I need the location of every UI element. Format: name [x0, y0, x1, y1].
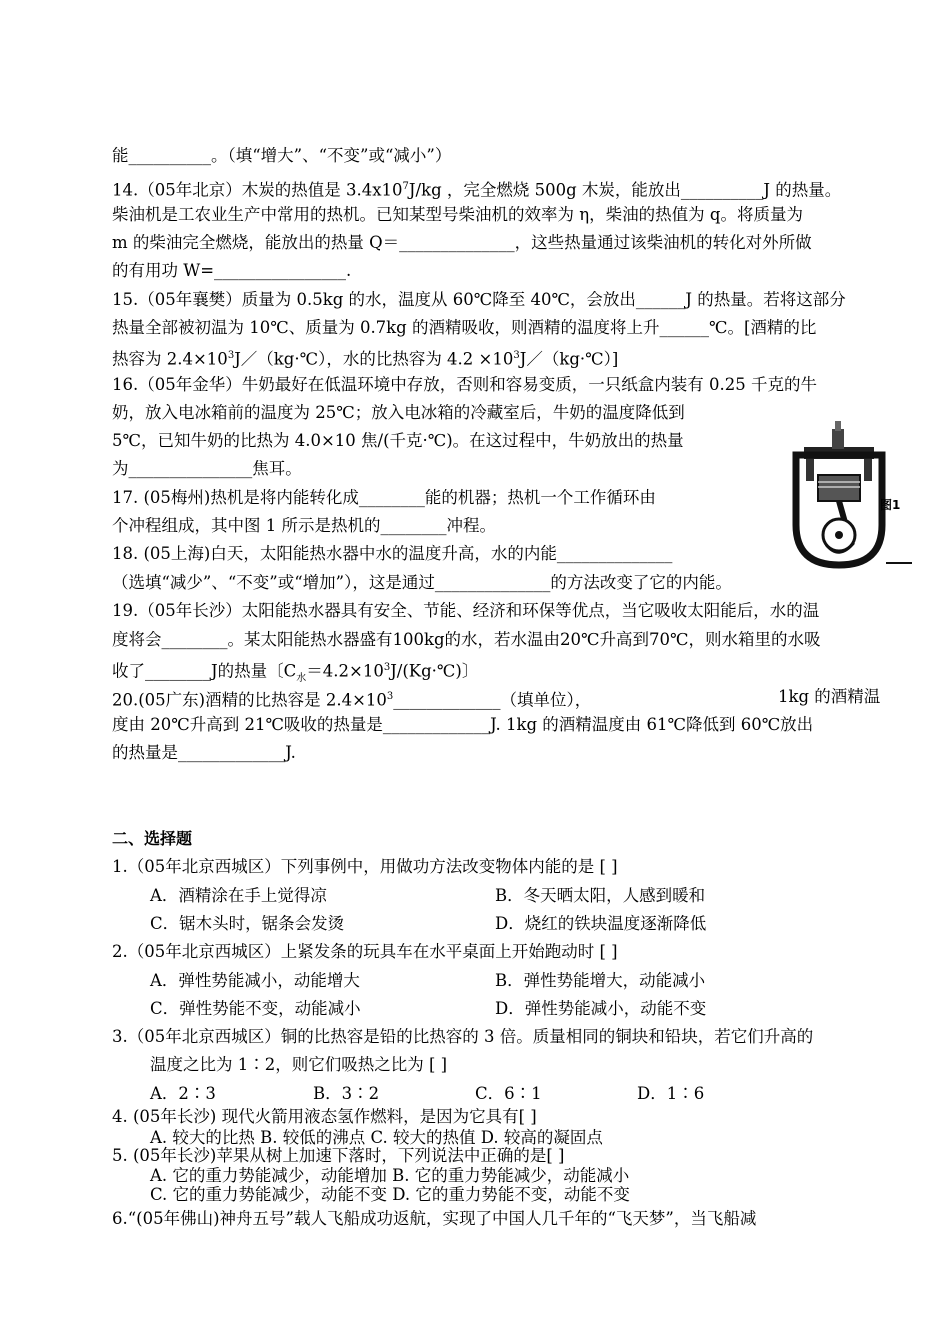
mc-question-2: 2.（05年北京西城区）上紧发条的玩具车在水平桌面上开始跑动时 [ ]: [112, 942, 618, 961]
mc-option-1b: B．冬天晒太阳，人感到暖和: [495, 886, 706, 905]
question-16-line-4: 为_______________焦耳。: [112, 459, 302, 478]
mc-option-3a: A．2∶3: [150, 1084, 216, 1103]
question-14-line-3: m 的柴油完全燃烧，能放出的热量 Q＝______________，这些热量通过该柴油机的转化对外所做: [112, 233, 812, 252]
subscript: 水: [296, 672, 307, 684]
superscript: 3: [513, 350, 520, 361]
question-20-line-3: 的热量是_____________J.: [112, 743, 296, 762]
mc-option-1d: D．烧红的铁块温度逐渐降低: [495, 914, 707, 933]
question-line: 能__________。（填“增大”、“不变”或“减小”）: [112, 146, 452, 165]
engine-diagram-figure: [782, 415, 912, 570]
superscript: 3: [383, 662, 391, 673]
question-18-line-2: （选填“减少”、“不变”或“增加”），这是通过______________的方法改变了它的内能。: [112, 573, 732, 592]
question-15-line-3: [112, 346, 618, 370]
question-16-line-3: 5℃，已知牛奶的比热为 4.0×10 焦/(千克·℃)。在这过程中，牛奶放出的热量: [112, 431, 684, 450]
question-17-line-2: 个冲程组成，其中图 1 所示是热机的________冲程。: [112, 516, 496, 535]
question-18-line-1: 18. (05上海)白天，太阳能热水器中水的温度升高，水的内能______________: [112, 544, 673, 563]
superscript: 7: [402, 181, 409, 192]
question-19-line-1: 19.（05年长沙）太阳能热水器具有安全、节能、经济和环保等优点，当它吸收太阳能后，水的温: [112, 601, 820, 620]
question-14-line-4: 的有用功 W=________________.: [112, 261, 352, 280]
mc-question-6: 6.“(05年佛山)神舟五号”载人飞船成功返航，实现了中国人几千年的“飞天梦”，当飞船减: [112, 1209, 757, 1228]
question-19-line-2: 度将会________。某太阳能热水器盛有100kg的水，若水温由20℃升高到70℃，则水箱里的水吸: [112, 630, 821, 649]
mc-option-3d: D．1∶6: [637, 1084, 705, 1103]
mc-question-3-line-2: 温度之比为 1∶2，则它们吸热之比为 [ ]: [150, 1055, 448, 1074]
text: 14.（05年北京）木炭的热值是 3.4x10: [112, 180, 403, 200]
question-15-line-1: 15.（05年襄樊）质量为 0.5kg 的水，温度从 60℃降至 40℃，会放出______J 的热量。若将这部分: [112, 290, 846, 309]
figure-label: 图1: [880, 498, 901, 512]
mc-question-5: 5. (05年长沙)苹果从树上加速下落时，下列说法中正确的是[ ]: [112, 1146, 565, 1165]
mc-option-3b: B．3∶2: [313, 1084, 380, 1103]
mc-option-1c: C．锯木头时，锯条会发烫: [150, 914, 345, 933]
text: ＝4.2×10: [306, 661, 384, 681]
text: 收了________J的热量〔C: [112, 661, 297, 681]
question-16-line-2: 奶，放入电冰箱前的温度为 25℃；放入电冰箱的冷藏室后，牛奶的温度降低到: [112, 403, 685, 422]
mc-option-2c: C．弹性势能不变，动能减小: [150, 999, 361, 1018]
mc-question-1: 1.（05年北京西城区）下列事例中，用做功方法改变物体内能的是 [ ]: [112, 857, 618, 876]
mc-options-5-row-2: C. 它的重力势能减少，动能不变 D. 它的重力势能不变，动能不变: [150, 1185, 630, 1204]
section-heading: 二、选择题: [112, 829, 193, 848]
text: 20.(05广东)酒精的比热容是 2.4×10: [112, 690, 387, 710]
question-20-line-1: [112, 687, 591, 711]
mc-option-3c: C．6∶1: [475, 1084, 542, 1103]
mc-question-4: 4. (05年长沙) 现代火箭用液态氢作燃料，是因为它具有[ ]: [112, 1107, 537, 1126]
text: _____________（填单位），: [393, 690, 592, 710]
mc-option-1a: A．酒精涂在手上觉得凉: [150, 886, 327, 905]
superscript: 3: [386, 691, 394, 702]
question-15-line-2: 热量全部被初温为 10℃、质量为 0.7kg 的酒精吸收，则酒精的温度将上升______℃。[酒精的比: [112, 318, 817, 337]
question-14-line-2: 柴油机是工农业生产中常用的热机。已知某型号柴油机的效率为 η，柴油的热值为 q。将质量为: [112, 205, 803, 224]
mc-option-2b: B．弹性势能增大，动能减小: [495, 971, 706, 990]
text: J/kg ，完全燃烧 500g 木炭，能放出__________J 的热量。: [408, 180, 842, 200]
text: J/(Kg·℃)〕: [390, 661, 479, 681]
mc-question-3-line-1: 3.（05年北京西城区）铜的比热容是铅的比热容的 3 倍。质量相同的铜块和铅块，若它们升高的: [112, 1027, 814, 1046]
engine-cylinder-icon: [782, 415, 912, 570]
text: J／（kg·℃），水的比热容为 4.2 ×10: [234, 349, 514, 369]
question-16-line-1: 16.（05年金华）牛奶最好在低温环境中存放，否则和容易变质，一只纸盒内装有 0.25 千克的牛: [112, 375, 817, 394]
text: J／（kg·℃）]: [519, 349, 619, 369]
text: 热容为 2.4×10: [112, 349, 228, 369]
mc-option-2a: A．弹性势能减小，动能增大: [150, 971, 360, 990]
mc-option-2d: D．弹性势能减小，动能不变: [495, 999, 707, 1018]
superscript: 3: [227, 350, 235, 361]
question-20-line-1-tail: 1kg 的酒精温: [778, 687, 881, 706]
mc-options-4: A. 较大的比热 B. 较低的沸点 C. 较大的热值 D. 较高的凝固点: [150, 1128, 603, 1147]
question-17-line-1: 17. (05梅州)热机是将内能转化成________能的机器；热机一个工作循环由: [112, 488, 656, 507]
question-19-line-3: [112, 658, 478, 689]
question-20-line-2: 度由 20℃升高到 21℃吸收的热量是_____________J. 1kg 的酒精温度由 61℃降低到 60℃放出: [112, 715, 814, 734]
mc-options-5-row-1: A. 它的重力势能减少，动能增加 B. 它的重力势能减少，动能减小: [150, 1166, 630, 1185]
question-14-line-1: [112, 177, 841, 201]
